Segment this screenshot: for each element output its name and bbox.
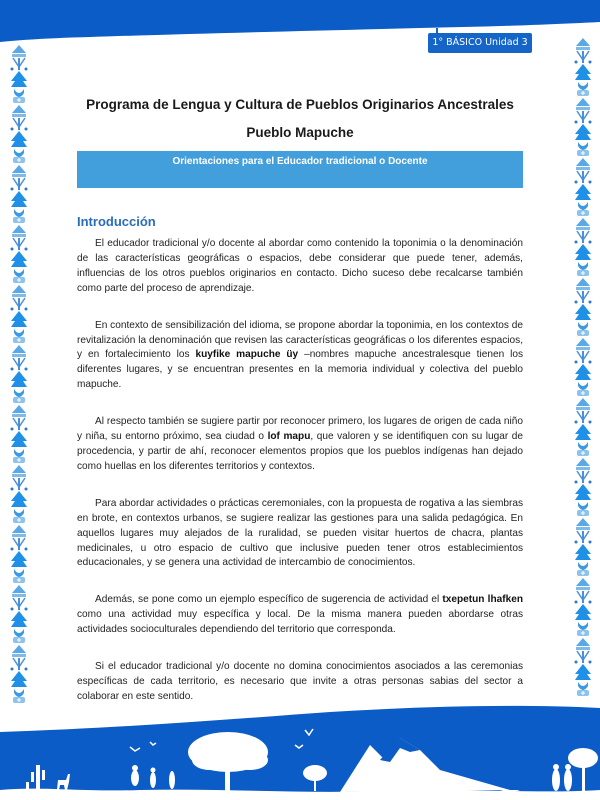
paragraph [77,593,523,638]
body-text [77,237,523,720]
text-run: En contexto de sensibilización del idioma, se propone abordar la toponimia, en los contextos de revitalización la denominación que revisen las características geográficas o los diferentes espacios, y en fortalecimiento los [77,319,523,361]
text-run: como una actividad muy específica y local. De la misma manera pueden abordarse otras actividades socioculturales dependiendo del territorio que corresponda. [77,609,523,636]
section-band [77,151,523,188]
bold-term: txepetun lhafken [442,594,523,606]
text-run: Si el educador tradicional y/o docente no domina conocimientos asociados a las ceremonias específicas de cada territorio, es necesario que invite a otras personas sabias del sector a colaborar en este sentido. [77,661,523,702]
textile-border-right-icon [572,38,594,698]
paragraph [77,319,523,394]
bold-term: lof mapu [267,431,311,443]
text-run: Para abordar actividades o prácticas ceremoniales, con la propuesta de rogativa a las siembras en brote, en contextos urbanos, se sugiere realizar las gestiones para una salida pedagógica. En aquellos lugares muy alejados de la ruralidad, se pueden visitar huertos de chacra, plantas medicinales, u otro espacio de cultivo que inclusive pueden tener otros establecimientos educacionales, y se genera una actividad de intercambio de conocimientos. [77,497,523,569]
document-title: Programa de Lengua y Cultura de Pueblos Originarios Ancestrales [86,97,514,112]
document-subtitle: Pueblo Mapuche [246,125,354,140]
text-run: –nombres mapuche ancestralesque tienen los diferentes lugares, y se encuentran presentes en la memoria individual y colectiva del pueblo mapuche. [77,349,523,391]
text-run: Además, se pone como un ejemplo específico de sugerencia de actividad el [95,594,443,606]
paragraph [77,237,523,297]
landscape-banner [0,690,600,800]
section-band-title: Orientaciones para el Educador tradicional o Docente [172,156,428,167]
bold-term: kuyfike mapuche üy [195,349,299,361]
intro-heading: Introducción [77,214,156,229]
paragraph [77,497,523,572]
text-run: , que valoren y se identifiquen con su lugar de procedencia, y partir de ahí, reconocer elementos propios que los pueblos indígenas han dejado como huellas en los diferentes territorios y contextos. [77,431,524,472]
textile-border-left-icon [8,45,30,705]
text-run: Al respecto también se sugiere partir por reconocer primero, los lugares de origen de cada niño y niña, su entorno próximo, sea ciudad o [77,416,523,443]
unit-badge: 1° BÁSICO Unidad 3 [428,33,532,53]
paragraph [77,415,523,475]
text-run: El educador tradicional y/o docente al abordar como contenido la toponimia o la denominación de las características geográficas o espacios, debe considerar que puede tener, además, influencias de los otros pueblos originarios en contacto. Dicho suceso debe recalcarse también como parte del proceso de aprendizaje. [77,238,523,294]
